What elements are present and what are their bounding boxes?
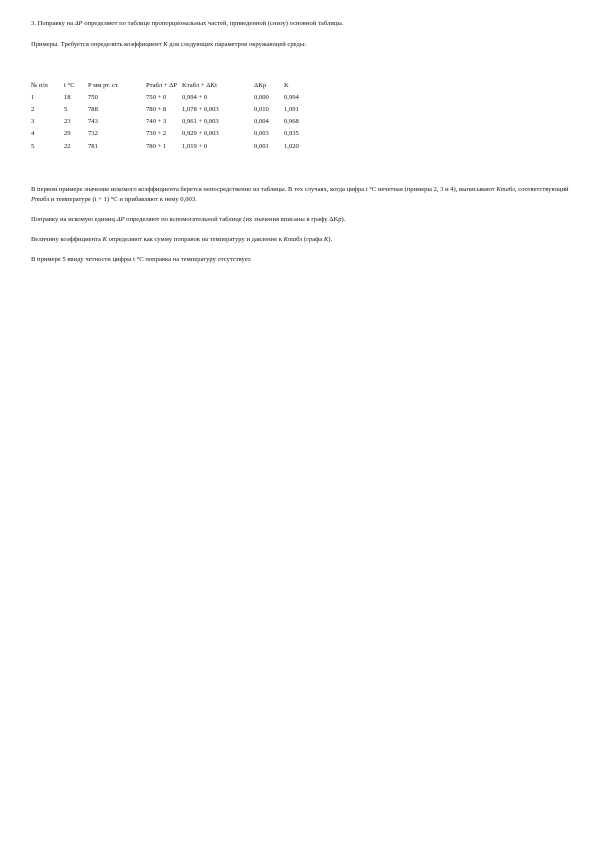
text-run: Величину коэффициента bbox=[31, 236, 103, 243]
text-run: ). bbox=[328, 236, 333, 243]
table-cell: 1,078 + 0,003 bbox=[182, 105, 219, 113]
table-row bbox=[31, 140, 314, 152]
symbol-p-table: Pтабл bbox=[31, 196, 50, 203]
text-run: Поправку на искомую единиц bbox=[31, 216, 117, 223]
table-cell: 1,091 bbox=[284, 105, 299, 113]
col-header-k: K bbox=[284, 81, 289, 89]
examples-table bbox=[31, 79, 314, 152]
table-header-row bbox=[31, 79, 314, 91]
symbol-k-table: Kтабл bbox=[496, 186, 515, 193]
table-row bbox=[31, 103, 314, 115]
col-header-pressure: P мм рт. ст. bbox=[88, 81, 119, 89]
paragraph-delta-p-auxiliary bbox=[31, 215, 571, 225]
text-run: определяют как сумму поправок на температуру и давление к bbox=[107, 236, 284, 243]
table-cell: 730 + 2 bbox=[146, 130, 167, 138]
paragraph-odd-temperature-rule bbox=[31, 185, 571, 205]
table-cell: 5 bbox=[31, 142, 35, 150]
table-cell: 0,994 + 0 bbox=[182, 93, 208, 101]
text-run: и температуре (t + 1) °C и прибавляют к нему 0,003. bbox=[49, 196, 197, 203]
table-row bbox=[31, 116, 314, 128]
paragraph-k-sum-rule bbox=[31, 235, 571, 245]
table-cell: 0,001 bbox=[254, 142, 269, 150]
paragraph-examples-intro bbox=[31, 40, 571, 50]
symbol-delta-p: ΔP bbox=[116, 216, 125, 223]
text-run: определяют по таблице пропорциональных частей, приведенной (снизу) основной таблицы. bbox=[82, 20, 344, 27]
col-header-number: № п/п bbox=[31, 81, 48, 89]
col-header-temperature: t °C bbox=[64, 81, 75, 89]
symbol-k: K bbox=[323, 236, 329, 243]
text-run: , соответствующий bbox=[514, 186, 569, 193]
table-cell: 750 + 0 bbox=[146, 93, 167, 101]
paragraph-delta-p-rule bbox=[31, 19, 571, 29]
table-cell: 0,010 bbox=[254, 105, 269, 113]
symbol-delta-p: ΔP bbox=[74, 20, 83, 27]
text-run: для следующих параметров окружающей среды: bbox=[167, 41, 307, 48]
table-cell: 780 + 8 bbox=[146, 105, 167, 113]
text-run: (графа bbox=[302, 236, 324, 243]
table-cell: 0,003 bbox=[254, 130, 269, 138]
table-cell: 0,961 + 0,003 bbox=[182, 118, 219, 126]
table-cell: 23 bbox=[64, 118, 71, 126]
text-run: определяют по вспомогательной таблице (их значения вписаны в графу ΔKp). bbox=[124, 216, 346, 223]
table-cell: 1 bbox=[31, 93, 35, 101]
table-cell: 0,000 bbox=[254, 93, 269, 101]
table-cell: 3 bbox=[31, 118, 35, 126]
table-cell: 0,968 bbox=[284, 118, 299, 126]
table-cell: 0,929 + 0,003 bbox=[182, 130, 219, 138]
paragraph-example-5-note: В примере 5 ввиду четности цифры t °C поправка на температуру отсутствует. bbox=[31, 256, 252, 263]
table-cell: 788 bbox=[88, 105, 98, 113]
table-cell: 0,004 bbox=[254, 118, 269, 126]
table-cell: 732 bbox=[88, 130, 98, 138]
table-cell: 18 bbox=[64, 93, 71, 101]
table-cell: 740 + 3 bbox=[146, 118, 167, 126]
text-run: Примеры. Требуется определить коэффициент bbox=[31, 41, 164, 48]
symbol-k: K bbox=[163, 41, 168, 48]
table-cell: 781 bbox=[88, 142, 98, 150]
text-run: В первом примере значение искомого коэффициента берется непосредственно из таблицы. В тех случаях, когда цифра t °C нечетная (примеры 2, 3 и 4), выписывают bbox=[31, 186, 497, 193]
table-cell: 0,994 bbox=[284, 93, 299, 101]
table-row bbox=[31, 91, 314, 103]
table-cell: 780 + 1 bbox=[146, 142, 167, 150]
table-cell: 29 bbox=[64, 130, 71, 138]
table-cell: 1,019 + 0 bbox=[182, 142, 208, 150]
table-cell: 750 bbox=[88, 93, 98, 101]
text-run: 3. Поправку на bbox=[31, 20, 75, 27]
symbol-k: K bbox=[102, 236, 107, 243]
col-header-k-table: Kтабл + ΔKt bbox=[182, 81, 217, 89]
table-cell: 5 bbox=[64, 105, 68, 113]
table-cell: 1,020 bbox=[284, 142, 299, 150]
symbol-k-table: Kтабл bbox=[283, 236, 303, 243]
col-header-p-table: Pтабл + ΔP bbox=[146, 81, 177, 89]
table-cell: 0,935 bbox=[284, 130, 299, 138]
col-header-delta-kp: ΔKp bbox=[254, 81, 267, 89]
table-cell: 22 bbox=[64, 142, 71, 150]
table-row bbox=[31, 128, 314, 140]
table-cell: 2 bbox=[31, 105, 35, 113]
table-cell: 743 bbox=[88, 118, 98, 126]
table-cell: 4 bbox=[31, 130, 35, 138]
